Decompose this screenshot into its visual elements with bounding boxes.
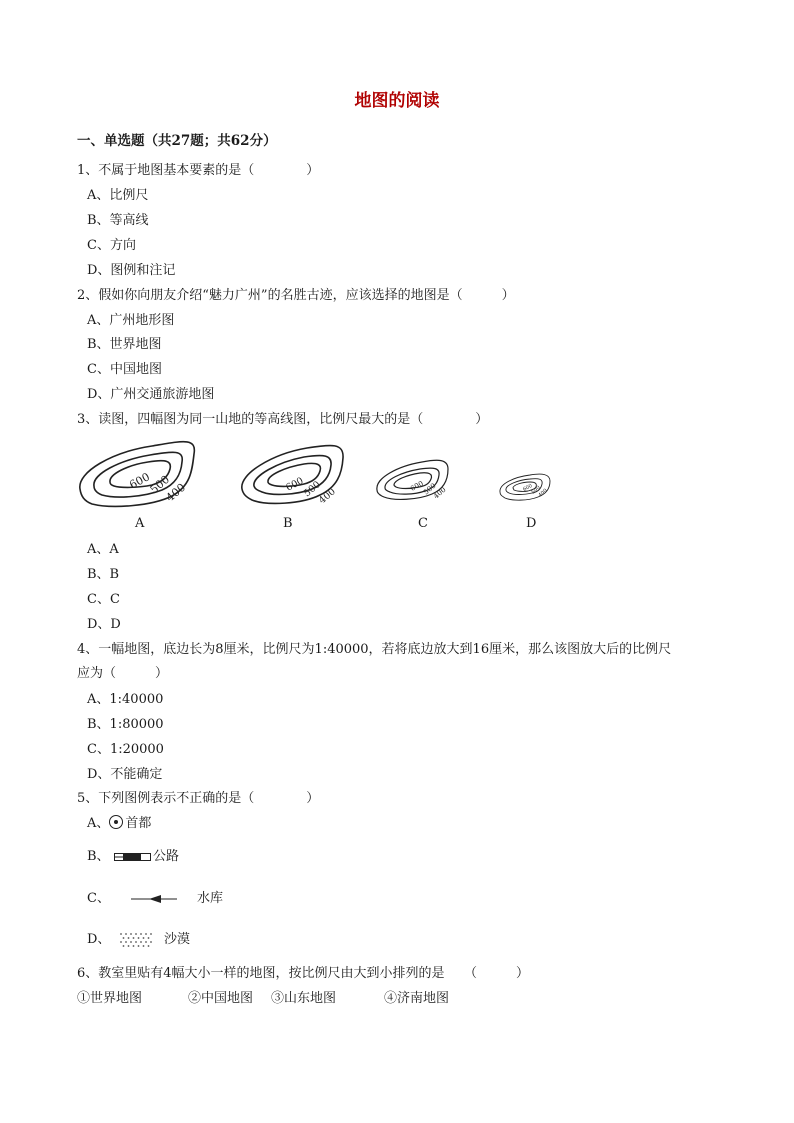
question-2-stem: 2、假如你向朋友介绍“魅力广州”的名胜古迹，应该选择的地图是（ ）	[77, 288, 515, 303]
question-3-option-c: C、C	[87, 592, 120, 607]
question-5-option-b	[87, 848, 110, 866]
contour-label-a-500: 500	[147, 472, 173, 497]
question-4-option-a: A、1:40000	[87, 692, 164, 707]
option-label: 首都	[125, 816, 152, 831]
figure-label-b: B	[283, 516, 293, 531]
question-6-item-3: ③山东地图	[271, 991, 337, 1006]
question-1-stem: 1、不属于地图基本要素的是（ ）	[77, 163, 320, 178]
question-4-option-c: C、1:20000	[87, 742, 164, 757]
contour-label-a-600: 600	[127, 470, 152, 492]
option-prefix: C、	[87, 891, 110, 906]
question-6-stem: 6、教室里贴有4幅大小一样的地图，按比例尺由大到小排列的是 （ ）	[77, 966, 530, 981]
contour-label-d-400: 400	[537, 487, 549, 499]
question-3-option-b: B、B	[87, 567, 120, 582]
question-5-option-c	[87, 890, 110, 908]
contour-label-d-500: 500	[530, 484, 542, 496]
contour-label-b-600: 600	[284, 475, 306, 494]
question-3-option-a: A、A	[87, 542, 119, 557]
question-2-option-d: D、广州交通旅游地图	[87, 387, 215, 402]
figure-label-d: D	[526, 516, 537, 531]
question-3-option-d: D、D	[87, 617, 121, 632]
contour-label-d-600: 600	[522, 482, 534, 493]
question-5-option-a	[87, 815, 151, 833]
capital-symbol-icon	[109, 815, 123, 829]
reservoir-symbol-icon	[131, 893, 179, 905]
contour-label-c-400: 400	[432, 485, 448, 501]
question-6-item-4: ④济南地图	[384, 991, 450, 1006]
question-1-option-a: A、比例尺	[87, 188, 149, 203]
question-4-option-b: B、1:80000	[87, 717, 164, 732]
contour-label-c-600: 600	[409, 479, 425, 493]
contour-label-b-400: 400	[316, 486, 338, 507]
question-2-option-b: B、世界地图	[87, 337, 162, 352]
option-prefix: B、	[87, 849, 110, 864]
question-2-option-a: A、广州地形图	[87, 313, 175, 328]
contour-label-b-500: 500	[301, 479, 323, 500]
question-5-option-d	[87, 931, 110, 949]
question-5-option-b-label: 公路	[153, 849, 180, 864]
contour-label-a-400: 400	[163, 480, 189, 505]
contour-map-figure	[72, 434, 572, 539]
option-prefix: D、	[87, 932, 111, 947]
option-prefix: A、	[87, 816, 110, 831]
road-symbol-icon	[114, 851, 152, 863]
question-5-option-d-label: 沙漠	[164, 932, 191, 947]
page-title: 地图的阅读	[354, 91, 440, 111]
question-1-option-b: B、等高线	[87, 213, 149, 228]
question-1-option-d: D、图例和注记	[87, 263, 176, 278]
figure-label-c: C	[418, 516, 428, 531]
question-4-stem-line-2: 应为（ ）	[77, 666, 169, 681]
section-heading: 一、单选题（共27题；共62分）	[77, 133, 277, 149]
figure-label-a: A	[135, 516, 145, 531]
desert-symbol-icon	[119, 932, 155, 950]
question-4-stem-line-1: 4、一幅地图，底边长为8厘米，比例尺为1:40000，若将底边放大到16厘米，那么该图放大后的比例尺	[77, 642, 672, 657]
question-6-item-2: ②中国地图	[188, 991, 254, 1006]
question-6-item-1: ①世界地图	[77, 991, 143, 1006]
question-1-option-c: C、方向	[87, 238, 136, 253]
contour-label-c-500: 500	[422, 481, 438, 497]
question-4-option-d: D、不能确定	[87, 767, 163, 782]
question-5-option-c-label: 水库	[197, 891, 224, 906]
question-3-stem: 3、读图，四幅图为同一山地的等高线图，比例尺最大的是（ ）	[77, 412, 489, 427]
question-2-option-c: C、中国地图	[87, 362, 162, 377]
question-5-stem: 5、下列图例表示不正确的是（ ）	[77, 791, 320, 806]
